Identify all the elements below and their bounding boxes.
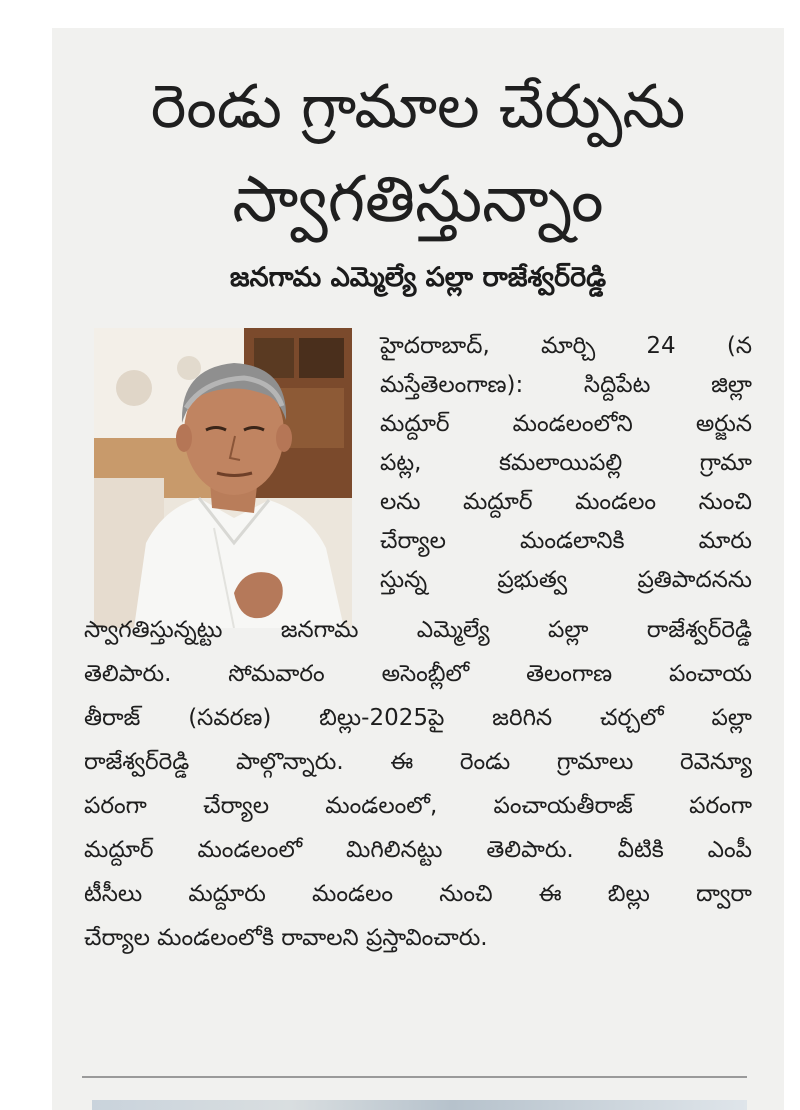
body-line-14: టీసీలు మద్దూరు మండలం నుంచి ఈ బిల్లు ద్వారా bbox=[84, 881, 752, 907]
next-article-image-edge bbox=[92, 1100, 747, 1110]
headline-line-1: రెండు గ్రామాల చేర్పును bbox=[150, 72, 686, 142]
body-line-3: మద్దూర్ మండలంలోని అర్జున bbox=[380, 411, 752, 437]
body-line-13: మద్దూర్ మండలంలో మిగిలినట్టు తెలిపారు. వీటికి ఎంపీ bbox=[84, 837, 752, 863]
body-line-5: లను మద్దూర్ మండలం నుంచి bbox=[380, 489, 752, 515]
body-line-6: చేర్యాల మండలానికి మారు bbox=[380, 528, 752, 554]
byline: జనగామ ఎమ్మెల్యే పల్లా రాజేశ్వర్‌రెడ్డి bbox=[229, 262, 607, 293]
body-line-12: పరంగా చేర్యాల మండలంలో, పంచాయతీరాజ్ పరంగా bbox=[84, 793, 752, 819]
body-line-8: స్వాగతిస్తున్నట్టు జనగామ ఎమ్మెల్యే పల్లా రాజేశ్వర్‌రెడ్డి bbox=[84, 617, 752, 643]
portrait-photo bbox=[94, 328, 352, 628]
body-line-9: తెలిపారు. సోమవారం అసెంబ్లీలో తెలంగాణ పంచాయ bbox=[84, 661, 752, 687]
body-line-15: చేర్యాల మండలంలోకి రావాలని ప్రస్తావించారు. bbox=[84, 925, 488, 951]
section-divider bbox=[82, 1076, 747, 1078]
body-line-4: పట్ల, కమలాయిపల్లి గ్రామా bbox=[380, 450, 752, 476]
body-line-11: రాజేశ్వర్‌రెడ్డి పాల్గొన్నారు. ఈ రెండు గ్రామాలు రెవెన్యూ bbox=[84, 749, 752, 775]
newspaper-clipping bbox=[52, 28, 784, 1110]
body-line-1: హైదరాబాద్, మార్చి 24 (న bbox=[380, 333, 752, 359]
body-line-7: స్తున్న ప్రభుత్వ ప్రతిపాదనను bbox=[380, 567, 752, 593]
headline-line-2: స్వాగతిస్తున్నాం bbox=[232, 163, 604, 237]
body-line-10: తీరాజ్ (సవరణ) బిల్లు-2025పై జరిగిన చర్చలో పల్లా bbox=[84, 705, 752, 731]
body-line-2: మస్తేతెలంగాణ): సిద్దిపేట జిల్లా bbox=[380, 372, 752, 398]
